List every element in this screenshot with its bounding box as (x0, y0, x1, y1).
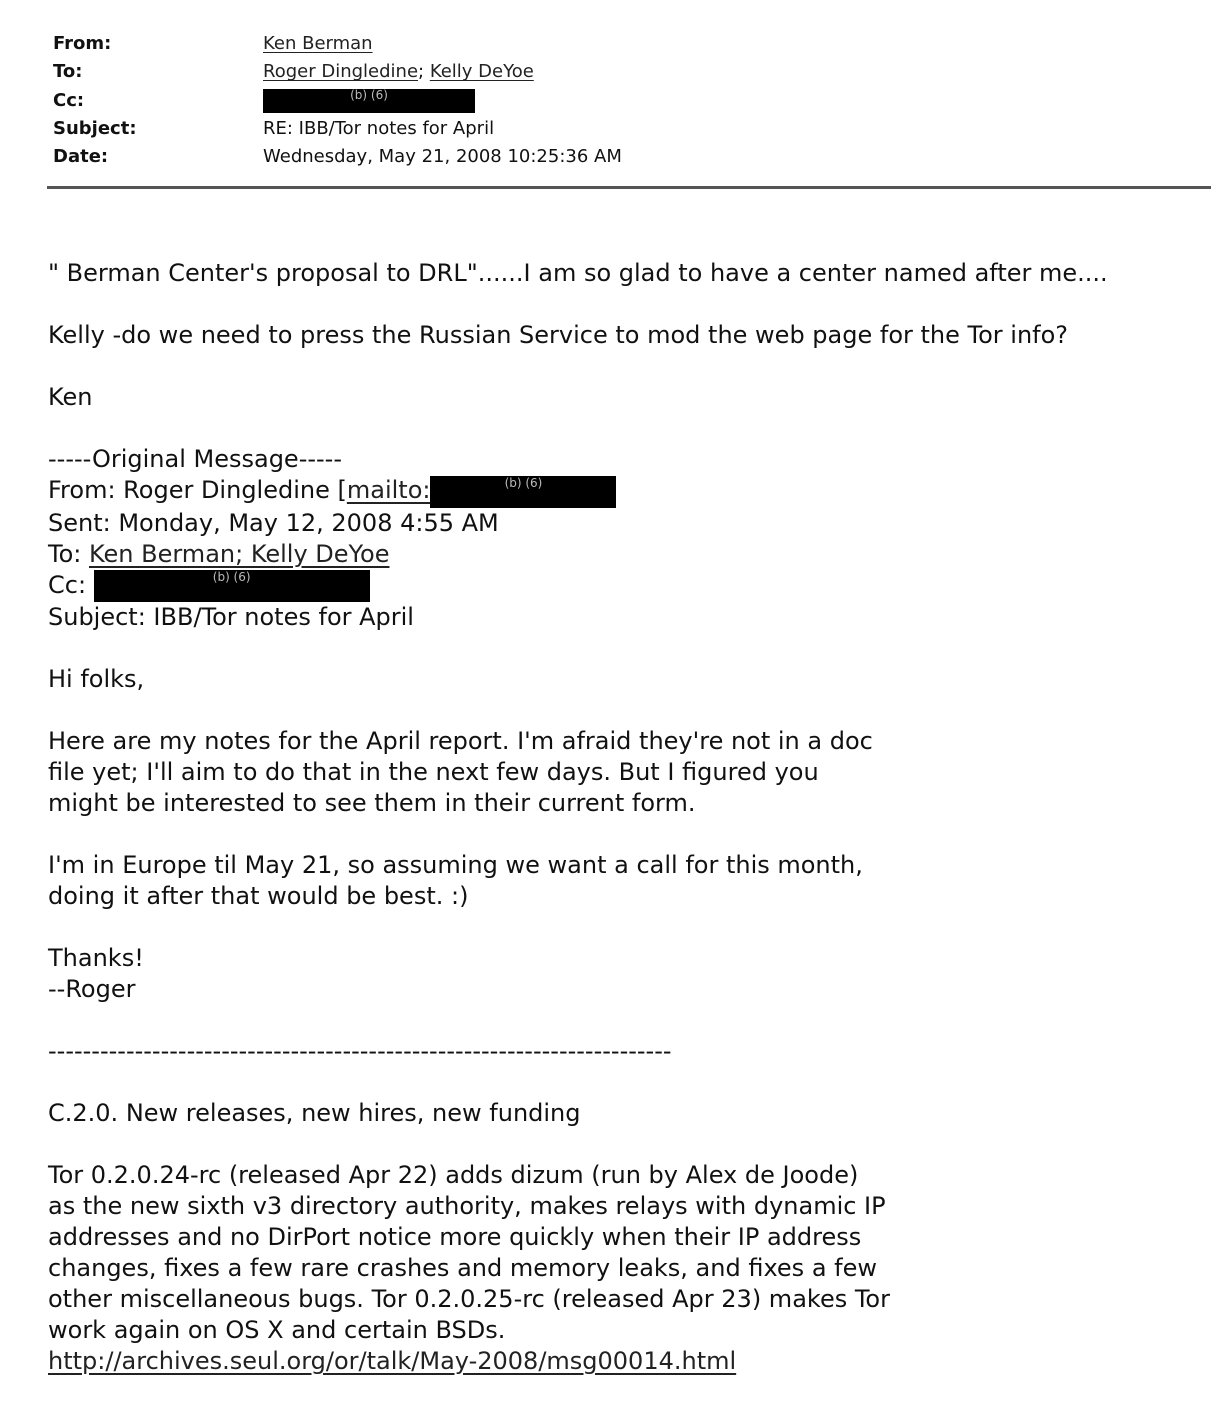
date-value: Wednesday, May 21, 2008 10:25:36 AM (263, 146, 622, 168)
thanks: Thanks! (48, 944, 144, 972)
cc-label: Cc: (53, 89, 85, 111)
paragraph-1: Here are my notes for the April report. I'm afraid they're not in a doc file yet; I'll aim to do that in the next few days. But I figured you might be interested to see them in their current form. (48, 727, 873, 817)
section-title: C.2.0. New releases, new hires, new funding (48, 1099, 581, 1127)
original-divider: -----Original Message----- (48, 445, 342, 473)
reply-line-1: " Berman Center's proposal to DRL"......I am so glad to have a center named after me.... (48, 259, 1108, 287)
original-to (48, 539, 1188, 570)
date-label: Date: (53, 146, 109, 168)
reply-line-2: Kelly -do we need to press the Russian Service to mod the web page for the Tor info? (48, 321, 1069, 349)
section-separator: ------------------------------------------------------------------------ (48, 1037, 672, 1065)
original-from (48, 475, 1188, 508)
greeting: Hi folks, (48, 665, 145, 693)
subject-label: Subject: (53, 117, 137, 139)
from-redaction-box: (b) (6) (430, 476, 616, 508)
original-sent: Sent: Monday, May 12, 2008 4:55 AM (48, 509, 499, 537)
paragraph-2: I'm in Europe til May 21, so assuming we want a call for this month, doing it after that would be best. :) (48, 851, 863, 910)
original-from-prefix: From: Roger Dingledine [ (48, 476, 347, 504)
mailto-link[interactable]: mailto: (346, 476, 431, 504)
to-separator: ; (418, 61, 430, 83)
to-label: To: (53, 61, 83, 83)
original-cc (48, 570, 1188, 602)
original-cc-prefix: Cc: (48, 571, 94, 599)
to-recipient-link-2[interactable]: Kelly DeYoe (429, 61, 534, 83)
to-recipient-link-1[interactable]: Roger Dingledine (263, 61, 419, 83)
archive-link[interactable]: http://archives.seul.org/or/talk/May-2008/msg00014.html (48, 1347, 737, 1375)
original-to-prefix: To: (48, 540, 89, 568)
signature: --Roger (48, 975, 136, 1003)
original-subject: Subject: IBB/Tor notes for April (48, 603, 414, 631)
reply-signoff: Ken (48, 383, 93, 411)
email-body (48, 258, 1188, 1377)
header-divider (47, 186, 1211, 189)
original-to-recipients[interactable]: Ken Berman; Kelly DeYoe (88, 540, 390, 568)
from-label: From: (53, 33, 112, 54)
from-sender-link[interactable]: Ken Berman (263, 33, 373, 54)
paragraph-3: Tor 0.2.0.24-rc (released Apr 22) adds dizum (run by Alex de Joode) as the new sixth v3 directory authority, makes relays with dynamic IP addresses and no DirPort notice more quickly when their IP address changes, fixes a few rare crashes and memory leaks, and fixes a few other miscellaneous bugs. Tor 0.2.0.25-rc (released Apr 23) makes Tor work again on OS X and certain BSDs. (48, 1161, 890, 1344)
cc-redaction-box: (b) (6) (263, 89, 475, 113)
subject-value: RE: IBB/Tor notes for April (263, 117, 495, 139)
cc-redaction-box-2: (b) (6) (94, 570, 370, 602)
